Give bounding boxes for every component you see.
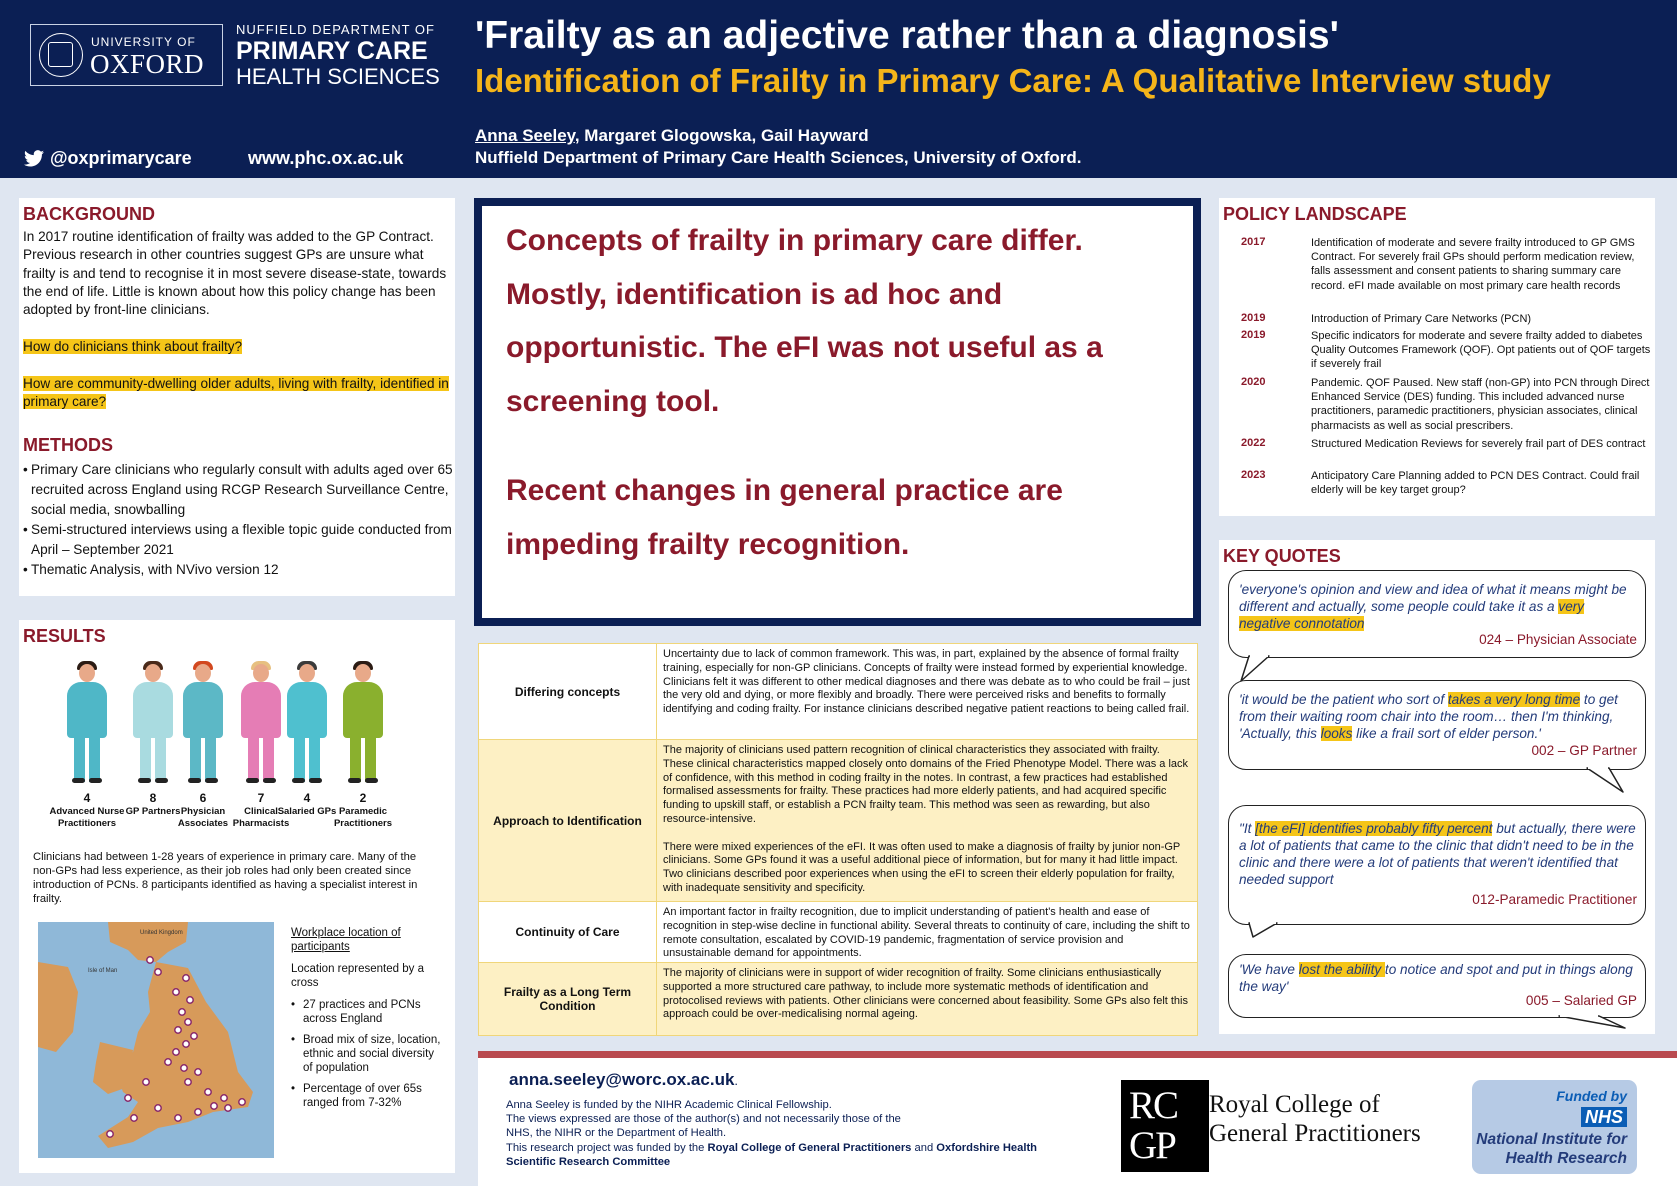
policy-year: 2020 [1241,376,1266,388]
quote-pre: "It [1239,821,1256,836]
participant-role [317,792,409,830]
quote-pre: 'We have [1239,962,1299,977]
table-row [479,902,1197,963]
funding-line2: The views expressed are those of the author(s) and not necessarily those of the NHS, the NIHR or the Department of Health. [506,1113,901,1140]
key-message-panel [474,198,1201,626]
practice-marker [175,1115,181,1121]
authors [475,126,869,146]
map-legend-desc: Location represented by a cross [291,963,424,989]
practice-marker [155,1105,161,1111]
quote-author: 012-Paramedic Practitioner [1472,892,1637,907]
email-dot: . [734,1073,739,1088]
question2-text: How are community-dwelling older adults, living with frailty, identified in primary care? [23,376,449,410]
poster-title: 'Frailty as an adjective rather than a diagnosis' [475,14,1339,57]
quote-text [1239,820,1639,888]
funding3b: Royal College of General Practitioners [707,1141,912,1154]
funding3d: Oxfordshire Health Scientific Research Committee [506,1141,1038,1168]
dept-line3: HEALTH SCIENCES [236,64,440,89]
policy-text: Identification of moderate and severe frailty introduced to GP GMS Contract. For severely frail GPs should perform medication review, falls assessment and consent patients to sharing summary care record. eFI made available on most primary care health records [1311,237,1635,292]
participant-count: 2 [359,791,367,805]
nihr-logo [1472,1080,1637,1174]
practice-marker [225,1105,231,1111]
practice-marker [175,1027,181,1033]
methods-title: METHODS [23,435,113,455]
quote-bubble [1228,680,1646,770]
practice-marker [195,1069,201,1075]
practice-marker [183,975,189,981]
nihr-name-2: Health Research [1505,1150,1627,1167]
policy-text: Anticipatory Care Planning added to PCN DES Contract. Could frail elderly will be key target group? [1311,470,1640,497]
participant-figure [175,664,231,784]
practice-marker [185,1019,191,1025]
theme-name: Frailty as a Long Term Condition [479,963,657,1035]
quotes-title: KEY QUOTES [1223,546,1341,566]
quote-highlight: lost the ability [1298,962,1385,977]
map-legend-item: • 27 practices and PCNs across England [291,998,441,1026]
poster-subtitle: Identification of Frailty in Primary Care: A Qualitative Interview study [475,62,1551,99]
practice-marker [179,1009,185,1015]
participant-count: 4 [83,791,91,805]
practice-marker [181,1065,187,1071]
oxford-university-label: UNIVERSITY OF [91,35,196,49]
crest-shield-icon [48,42,73,67]
website-link[interactable]: www.phc.ox.ac.uk [248,148,404,168]
policy-year: 2017 [1241,236,1266,248]
quote-pre: 'everyone's opinion and view and idea of what it means might be different and actually, some people could take it as a [1239,582,1627,614]
rcgp-logo [1121,1080,1209,1172]
methods-item: • Semi-structured interviews using a flexible topic guide conducted from April – September 2021 [23,520,453,560]
rcgp-name-1: Royal College of [1209,1091,1380,1118]
contact-email[interactable] [509,1070,738,1090]
results-title: RESULTS [23,626,106,646]
england-map [38,922,274,1158]
participant-figure [335,664,391,784]
map-ireland [38,962,78,1052]
practice-marker [239,1099,245,1105]
practice-marker [187,997,193,1003]
quote-highlight: looks [1320,726,1353,741]
rcgp-logo-top: RC [1129,1084,1178,1127]
practice-marker [185,1079,191,1085]
map-svg [38,922,274,1158]
participant-role-label: Physician Associates [177,806,229,829]
theme-text-part1: The majority of clinicians used pattern recognition of clinical characteristics they associated with frailty. These clinical characteristics mapped closely onto domains of the Fried Phenotype Model. There was a lack of confidence, with this method in coding frailty in the notes. In contrast, a few practices had established formalised assessments for frailty. These practices had more elderly patients, and had acquired specific funding to upskill staff, or establish a PCN frailty team. This method was seen as rewarding, but also resource-intensive. [663,744,1189,825]
participant-role-label: Clinical Pharmacists [232,806,290,829]
oxford-name: OXFORD [90,49,205,79]
policy-year: 2019 [1241,329,1266,341]
practice-marker [205,1089,211,1095]
funding-line1 [506,1098,1066,1112]
question1-text: How do clinicians think about frailty? [23,339,243,354]
quote-text [1239,961,1639,995]
theme-name: Continuity of Care [479,902,657,962]
quote-author: 002 – GP Partner [1531,743,1637,758]
funding-line3 [506,1141,1066,1169]
nihr-name-1: National Institute for [1476,1131,1627,1148]
quote-highlight: takes a very long time [1447,692,1581,707]
policy-text: Introduction of Primary Care Networks (PCN) [1311,313,1532,325]
table-row [479,644,1197,740]
participant-count: 7 [257,791,265,805]
nhs-badge: NHS [1581,1107,1627,1127]
quote-author: 024 – Physician Associate [1479,632,1637,647]
practice-marker [195,1109,201,1115]
map-wales [93,1042,133,1094]
theme-text [663,744,1193,896]
key-message-1: Concepts of frailty in primary care differ. Mostly, identification is ad hoc and opportunistic. The eFI was not useful as a screening tool. [506,224,1103,418]
background-title: BACKGROUND [23,204,155,224]
participant-role-label: Paramedic Practitioners [333,806,393,829]
bubble-tail-icon [1249,923,1309,953]
quote-bubble [1228,805,1646,925]
funding3a: This research project was funded by the [506,1141,708,1154]
rcgp-name-2: General Practitioners [1209,1120,1421,1147]
map-scotland [108,922,188,962]
practice-marker [107,1131,113,1137]
quote-author: 005 – Salaried GP [1525,993,1637,1008]
table-row [479,963,1197,1035]
oxford-crest-icon [39,33,83,77]
rcgp-logo-bottom: GP [1129,1124,1175,1167]
practice-marker [173,1049,179,1055]
oxford-logo [30,24,223,86]
policy-panel [1219,198,1655,516]
rcgp-name [1209,1090,1421,1148]
dept-line1: NUFFIELD DEPARTMENT OF [236,22,435,37]
email-text: anna.seeley@worc.ox.ac.uk [509,1070,735,1089]
map-legend-item: • Percentage of over 65s ranged from 7-32% [291,1082,441,1110]
participant-role-label: Advanced Nurse Practitioners [49,806,125,829]
map-legend-title: Workplace location of participants [291,927,401,953]
policy-year: 2022 [1241,437,1266,449]
quote-mid: to get from their waiting room chair into the room… then I'm thinking, 'Actually, this [1239,692,1618,741]
participant-figure [59,664,115,784]
footer [478,1058,1677,1186]
participant-role-label: GP Partners [125,806,181,817]
practice-marker [211,1103,217,1109]
participant-figure [125,664,181,784]
policy-text: Structured Medication Reviews for severely frail part of DES contract [1311,438,1646,450]
quote-text [1239,581,1639,632]
twitter-text: @oxprimarycare [50,148,192,168]
participant-role-label: Salaried GPs [277,806,337,817]
map-legend-list [291,998,441,1110]
practice-marker [183,1041,189,1047]
twitter-handle[interactable] [24,148,192,169]
methods-list [23,460,453,580]
theme-text: Uncertainty due to lack of common framework. This was, in part, explained by the absence of formal frailty training, especially for non-GP clinicians. Concepts of frailty were instead formed by experiential knowledge. Clinicians felt it was different to other medical diagnoses and there was debate as to who could be frail – just the very old and dying, or more flexibly and broadly. There were perceived risks and benefits to formally identifying and coding frailty. For instance clinicians described negative patient reactions to being called frail. [663,648,1190,716]
quotes-panel [1219,540,1655,1034]
theme-text-part2: There were mixed experiences of the eFI. It was often used to make a diagnosis of frailty by junior non-GP clinicians. Some GPs found it was a useful additional piece of information, but for many it had little impact. Two clinicians described poor experiences when using the eFI to screen their elderly population for frailty, with inadequate sensitivity and specificity. [663,840,1181,894]
experience-text: Clinicians had between 1-28 years of experience in primary care. Many of the non-GPs had less experience, as their job roles had only been created since introduction of PCNs. 8 participants identified as having a specialist interest in frailty. [33,851,418,905]
quote-post: but actually, there were a lot of patients that came to the clinic that didn't need to be in the clinic and there were a lot of patients that weren't identified that needed support [1239,821,1636,887]
dept-line2: PRIMARY CARE [236,37,428,65]
background-text: In 2017 routine identification of frailty was added to the GP Contract. Previous research in other countries suggest GPs are unsure what frailty is and tend to recognise it in most severe disease-state, towards the end of life. Little is known about how this policy change has been adopted by front-line clinicians. [23,229,447,318]
theme-text: An important factor in frailty recognition, due to implicit understanding of patient's health and ease of recognition in step-wise decline in functional ability. Several threats to continuity of care, including the shift to remote consultation, escalated by COVID-19 pandemic, fragmentation of service provision and unsustainable demand for appointments. [663,906,1190,960]
affiliation: Nuffield Department of Primary Care Health Sciences, University of Oxford. [475,148,1082,167]
participant-count: 8 [149,791,157,805]
map-label-uk: United Kingdom [140,930,183,936]
lead-author: Anna Seeley [475,126,575,145]
funding-text [506,1098,1066,1169]
policy-text: Pandemic. QOF Paused. New staff (non-GP) into PCN through Direct Enhanced Service (DES) funding. This included advanced nurse practitioners, paramedic practitioners, physician associates, clinical pharmacists as well as social prescribers. [1311,377,1650,432]
participant-count: 6 [199,791,207,805]
theme-name: Approach to Identification [479,740,657,901]
themes-table [478,643,1198,1036]
practice-marker [155,969,161,975]
methods-item: • Thematic Analysis, with NVivo version 12 [23,560,453,580]
practice-marker [125,1095,131,1101]
participant-figure [279,664,335,784]
quote-text [1239,691,1639,742]
nihr-funded-by: Funded by [1556,1088,1627,1104]
map-legend [291,926,441,1117]
quote-highlight: very negative connotation [1239,599,1585,631]
policy-year: 2019 [1241,312,1266,324]
theme-name: Differing concepts [479,644,657,739]
theme-text: The majority of clinicians were in support of wider recognition of frailty. Some clinicians enthusiastically supported a more structured care pathway, to include more systematic methods of identification and protocolised reviews with patients. Other clinicians were concerned about feasibility. Some GPs also felt this approach could be over-medicalising normal ageing. [663,967,1188,1021]
quote-post: to notice and spot and put in things along the way' [1239,962,1633,994]
practice-marker [173,989,179,995]
funding1-text: Anna Seeley is funded by the NIHR Academic Clinical Fellowship. [506,1099,832,1111]
participant-count: 4 [303,791,311,805]
quote-bubble [1228,570,1646,658]
methods-item: • Primary Care clinicians who regularly consult with adults aged over 65 recruited across England using RCGP Research Surveillance Centre, social media, snowballing [23,460,453,520]
footer-divider [478,1051,1677,1058]
background-panel [19,198,455,596]
practice-marker [191,1033,197,1039]
practice-marker [143,1079,149,1085]
quote-post: like a frail sort of elder person.' [1352,726,1541,741]
table-row [479,740,1197,902]
research-question-1 [23,338,242,356]
practice-marker [131,1115,137,1121]
bubble-tail-icon [1587,768,1647,798]
funding3c: and [911,1141,937,1154]
twitter-bird-icon [24,150,44,167]
map-legend-item: • Broad mix of size, location, ethnic and social diversity of population [291,1033,441,1075]
policy-title: POLICY LANDSCAPE [1223,204,1407,224]
header-banner [0,0,1677,178]
policy-text: Specific indicators for moderate and severe frailty added to diabetes Quality Outcomes Framework (QOF). Opt patients out of QOF targets if severely frail [1311,330,1651,371]
quote-pre: 'it would be the patient who sort of [1239,692,1448,707]
quote-bubble [1228,954,1646,1018]
practice-marker [147,957,153,963]
results-panel [19,620,455,1173]
co-authors: , Margaret Glogowska, Gail Hayward [574,126,869,145]
quote-highlight: [the eFI] identifies probably fifty percent [1255,821,1493,836]
map-label-isle-of-man: Isle of Man [88,968,118,974]
practice-marker [165,1059,171,1065]
practice-marker [221,1095,227,1101]
key-message-2: Recent changes in general practice are impeding frailty recognition. [506,474,1063,561]
nihr-name [1476,1130,1627,1168]
policy-year: 2023 [1241,469,1266,481]
research-question-2 [23,375,453,412]
bubble-tail-icon [1559,1016,1639,1034]
